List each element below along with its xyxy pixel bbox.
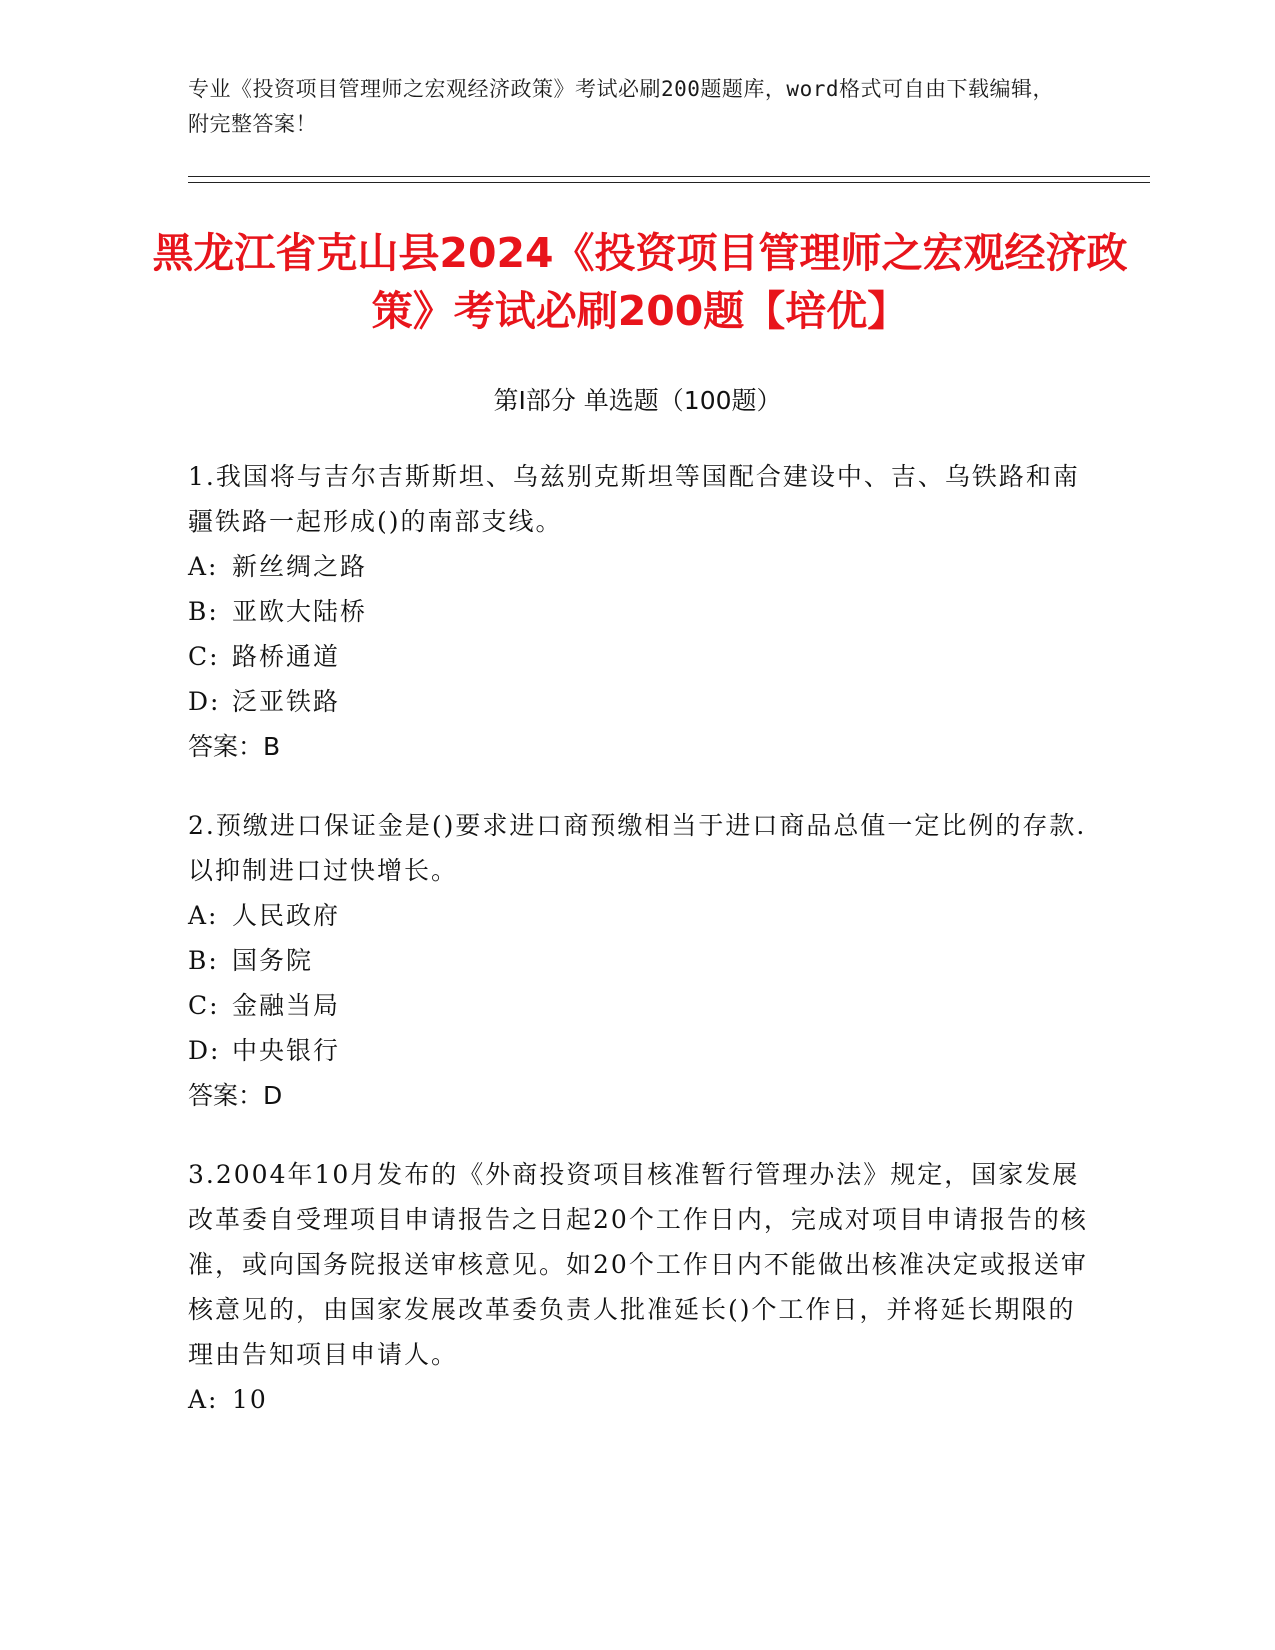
option-c (188, 634, 1088, 679)
option-text: 金融当局 (232, 991, 341, 1020)
question-3 (188, 1152, 1088, 1422)
option-text: 新丝绸之路 (232, 552, 368, 581)
option-letter: B: (188, 946, 219, 975)
header-divider-top (188, 176, 1150, 177)
option-letter: D: (188, 687, 221, 716)
option-d (188, 679, 1088, 724)
option-b (188, 938, 1088, 983)
option-a (188, 1377, 1088, 1422)
option-letter: D: (188, 1036, 221, 1065)
option-text: 泛亚铁路 (232, 687, 341, 716)
answer: 答案：D (188, 1081, 283, 1110)
question-1 (188, 454, 1088, 769)
option-letter: C: (188, 991, 220, 1020)
option-d (188, 1028, 1088, 1073)
option-c (188, 983, 1088, 1028)
option-a (188, 544, 1088, 589)
option-letter: C: (188, 642, 220, 671)
option-letter: A: (188, 1385, 219, 1414)
document-title: 黑龙江省克山县2024《投资项目管理师之宏观经济政策》考试必刷200题【培优】 (152, 229, 1128, 335)
answer: 答案：B (188, 732, 281, 761)
option-text: 10 (232, 1385, 268, 1414)
section-title: 第Ⅰ部分 单选题（100题） (493, 386, 782, 415)
header-divider-bottom (188, 182, 1150, 183)
option-b (188, 589, 1088, 634)
option-letter: A: (188, 901, 219, 930)
question-text: 2.预缴进口保证金是()要求进口商预缴相当于进口商品总值一定比例的存款.以抑制进口过快增长。 (188, 811, 1087, 885)
option-text: 中央银行 (232, 1036, 341, 1065)
question-text: 1.我国将与吉尔吉斯斯坦、乌兹别克斯坦等国配合建设中、吉、乌铁路和南疆铁路一起形成()的南部支线。 (188, 462, 1080, 536)
option-text: 人民政府 (232, 901, 341, 930)
option-text: 国务院 (232, 946, 314, 975)
option-a (188, 893, 1088, 938)
option-text: 亚欧大陆桥 (232, 597, 368, 626)
option-letter: B: (188, 597, 219, 626)
question-text: 3.2004年10月发布的《外商投资项目核准暂行管理办法》规定，国家发展改革委自受理项目申请报告之日起20个工作日内，完成对项目申请报告的核准，或向国务院报送审核意见。如20个工作日内不能做出核准决定或报送审核意见的，由国家发展改革委负责人批准延长()个工作日，并将延长期限的理由告知项目申请人。 (188, 1160, 1088, 1369)
option-letter: A: (188, 552, 219, 581)
question-2 (188, 803, 1088, 1118)
header-note: 专业《投资项目管理师之宏观经济政策》考试必刷200题题库，word格式可自由下载编辑，附完整答案！ (188, 77, 1054, 136)
option-text: 路桥通道 (232, 642, 341, 671)
